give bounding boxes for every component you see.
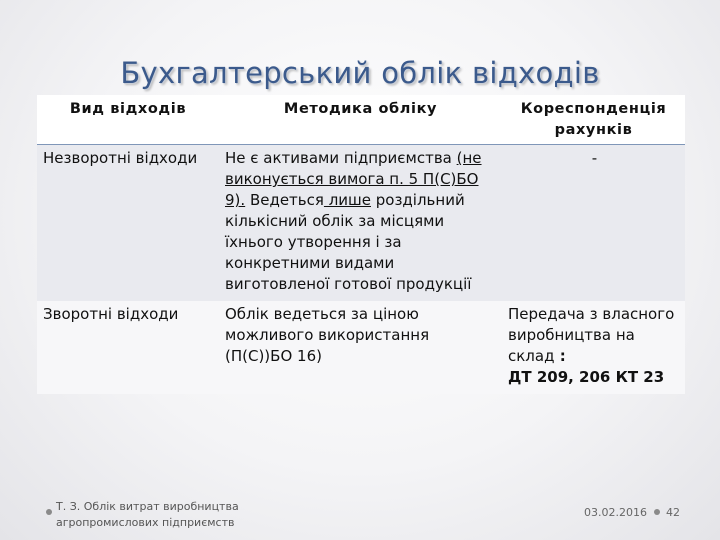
header-correspondence: Кореспонденція рахунків — [502, 95, 685, 145]
header-waste-type: Вид відходів — [37, 95, 219, 145]
row1-method-underlined-2: лише — [323, 191, 371, 209]
row1-method-a: Не є активами підприємства — [225, 149, 457, 167]
table-row — [37, 145, 685, 302]
page-number: 42 — [666, 506, 680, 519]
row1-method-b: Ведеться — [245, 191, 324, 209]
header-method: Методика обліку — [219, 95, 502, 145]
row2-method: Облік ведеться за ціною можливого використання (П(С))БО 16) — [219, 301, 502, 394]
waste-accounting-table — [37, 95, 685, 394]
row2-correspondence-colon: : — [554, 347, 566, 365]
footer-right-dot — [654, 509, 660, 515]
slide-title: Бухгалтерський облік відходів — [120, 56, 600, 90]
footer-author: Т. З. Облік витрат виробництва агропромислових підприємств — [56, 500, 239, 529]
footer-right — [584, 506, 680, 519]
footer-date: 03.02.2016 — [584, 506, 647, 519]
row1-method-c: роздільний кількісний облік за місцями їхнього утворення і за конкретними видами виготовленої готової продукції — [225, 191, 472, 293]
row1-type: Незворотні відходи — [37, 145, 219, 302]
row2-type: Зворотні відходи — [37, 301, 219, 394]
row1-method-underlined-1: (не виконується вимога п. 5 П(С)БО 9). — [225, 149, 482, 209]
row2-correspondence-text: Передача з власного виробництва на склад — [508, 305, 675, 365]
table-header-row — [37, 95, 685, 145]
row1-correspondence: - — [502, 145, 685, 302]
row2-correspondence-entry: ДТ 209, 206 КТ 23 — [508, 368, 665, 386]
row1-method — [219, 145, 502, 302]
table-row — [37, 301, 685, 394]
row2-correspondence — [502, 301, 685, 394]
